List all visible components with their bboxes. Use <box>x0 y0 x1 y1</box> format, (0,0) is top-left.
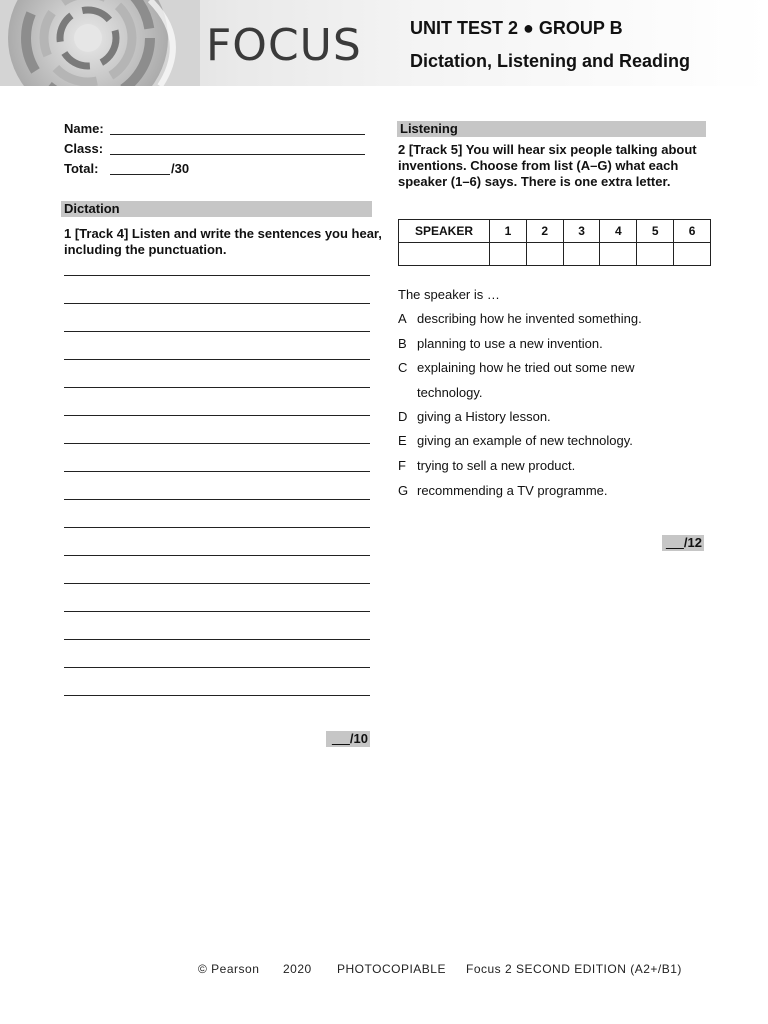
options-intro: The speaker is … <box>398 287 500 302</box>
dictation-answer-line[interactable] <box>64 499 370 500</box>
footer-edition: Focus 2 SECOND EDITION (A2+/B1) <box>466 962 682 976</box>
listening-heading: Listening <box>397 121 706 137</box>
speaker-number: 5 <box>637 220 674 243</box>
speaker-header-row <box>399 220 711 243</box>
option-letter: F <box>398 458 406 473</box>
total-out-of: /30 <box>171 161 190 176</box>
option-e <box>398 433 633 448</box>
option-text: recommending a TV programme. <box>417 483 608 498</box>
dictation-answer-line[interactable] <box>64 471 370 472</box>
option-letter: C <box>398 360 408 375</box>
dictation-answer-line[interactable] <box>64 695 370 696</box>
total-field[interactable] <box>110 174 170 175</box>
answer-cell[interactable] <box>637 243 674 266</box>
dictation-answer-line[interactable] <box>64 443 370 444</box>
footer-year: 2020 <box>283 962 312 976</box>
dictation-answer-line[interactable] <box>64 583 370 584</box>
unit-title: UNIT TEST 2 ● GROUP B <box>410 18 623 38</box>
option-letter: D <box>398 409 408 424</box>
speaker-answer-row <box>399 243 711 266</box>
speaker-number: 1 <box>490 220 527 243</box>
speaker-number: 3 <box>563 220 600 243</box>
option-letter: B <box>398 336 407 351</box>
dictation-instruction-1: 1 [Track 4] Listen and write the sentences you hear, <box>64 226 382 241</box>
option-g <box>398 483 608 498</box>
answer-cell[interactable] <box>674 243 711 266</box>
option-a <box>398 311 642 326</box>
dictation-answer-line[interactable] <box>64 639 370 640</box>
listening-instruction-1: 2 [Track 5] You will hear six people talking about <box>398 142 697 157</box>
answer-blank-cell <box>399 243 490 266</box>
listening-instruction-2: inventions. Choose from list (A–G) what each <box>398 158 679 173</box>
speaker-header-cell: SPEAKER <box>399 220 490 243</box>
option-text: giving an example of new technology. <box>417 433 633 448</box>
dictation-answer-line[interactable] <box>64 275 370 276</box>
option-b <box>398 336 603 351</box>
option-c <box>398 360 635 375</box>
answer-cell[interactable] <box>526 243 563 266</box>
option-c-continuation: technology. <box>417 385 483 400</box>
dictation-answer-line[interactable] <box>64 611 370 612</box>
dictation-answer-line[interactable] <box>64 303 370 304</box>
listening-score-total: /12 <box>683 535 702 550</box>
name-field[interactable] <box>110 134 365 135</box>
option-letter: G <box>398 483 409 498</box>
class-label: Class: <box>64 141 104 156</box>
option-d <box>398 409 551 424</box>
speaker-number: 2 <box>526 220 563 243</box>
dictation-score-total: /10 <box>349 731 368 746</box>
listening-score <box>662 535 704 551</box>
dictation-heading: Dictation <box>61 201 372 217</box>
dictation-answer-line[interactable] <box>64 527 370 528</box>
option-letter: A <box>398 311 407 326</box>
option-f <box>398 458 575 473</box>
answer-cell[interactable] <box>600 243 637 266</box>
footer-photocopiable: PHOTOCOPIABLE <box>337 962 446 976</box>
footer-copyright: © Pearson <box>198 962 260 976</box>
dictation-instruction-2: including the punctuation. <box>64 242 227 257</box>
class-field[interactable] <box>110 154 365 155</box>
answer-cell[interactable] <box>490 243 527 266</box>
name-label: Name: <box>64 121 104 136</box>
brand-logo-text: FOCUS <box>206 20 362 71</box>
dictation-score <box>326 731 370 747</box>
page-header <box>0 0 768 86</box>
option-letter: E <box>398 433 407 448</box>
dictation-answer-line[interactable] <box>64 555 370 556</box>
answer-cell[interactable] <box>563 243 600 266</box>
speaker-answer-table <box>398 219 711 266</box>
test-subtitle: Dictation, Listening and Reading <box>410 51 691 71</box>
option-text: trying to sell a new product. <box>417 458 576 473</box>
dictation-answer-line[interactable] <box>64 359 370 360</box>
dictation-answer-line[interactable] <box>64 667 370 668</box>
option-text: planning to use a new invention. <box>417 336 603 351</box>
speaker-number: 4 <box>600 220 637 243</box>
dictation-answer-line[interactable] <box>64 331 370 332</box>
dictation-answer-line[interactable] <box>64 387 370 388</box>
total-label: Total: <box>64 161 99 176</box>
focus-swirl-logo <box>0 0 200 86</box>
option-text: explaining how he tried out some new <box>417 360 635 375</box>
option-text: describing how he invented something. <box>417 311 642 326</box>
listening-instruction-3: speaker (1–6) says. There is one extra letter. <box>398 174 671 189</box>
option-text: giving a History lesson. <box>417 409 551 424</box>
dictation-answer-line[interactable] <box>64 415 370 416</box>
speaker-number: 6 <box>674 220 711 243</box>
